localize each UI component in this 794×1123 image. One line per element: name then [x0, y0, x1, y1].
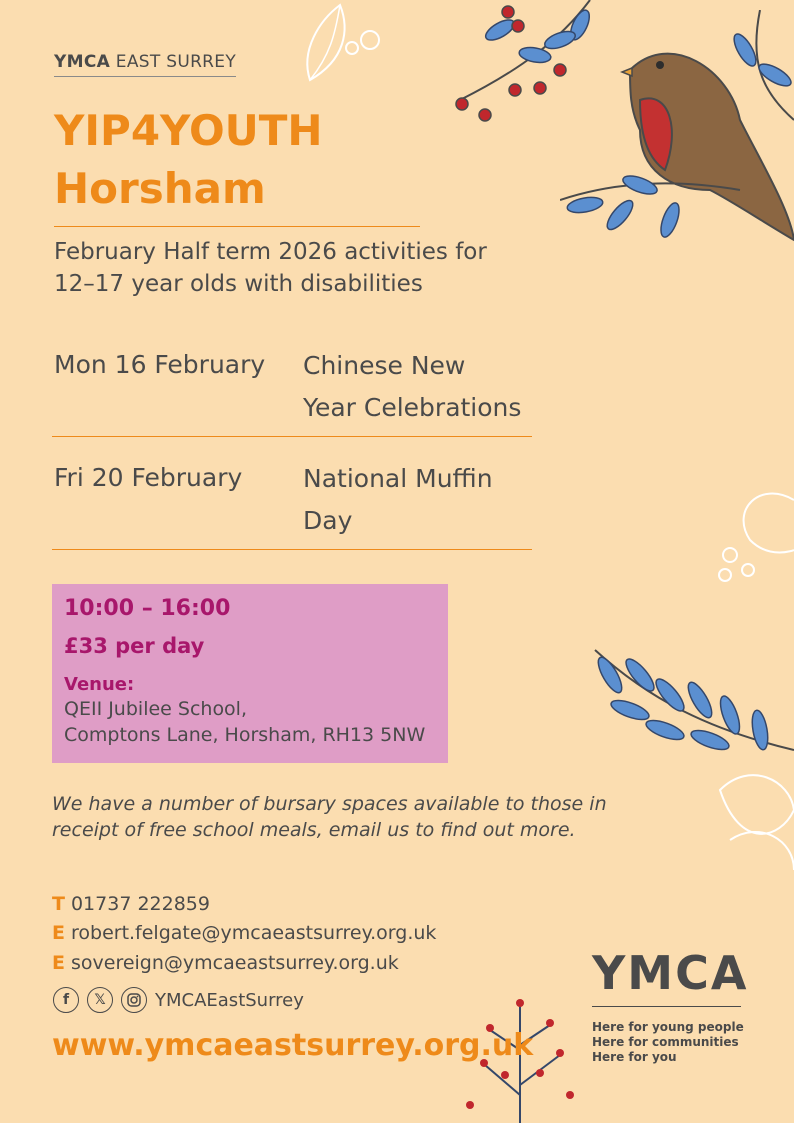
bursary-line1: We have a number of bursary spaces available to those in — [52, 793, 607, 815]
schedule-date: Fri 20 February — [54, 463, 243, 492]
org-name-bold: YMCA — [54, 52, 111, 72]
subtitle — [54, 236, 534, 300]
logo-tagline: Here for young people — [592, 1020, 744, 1034]
social-handle[interactable]: YMCAEastSurrey — [155, 990, 304, 1011]
page-title-line1: YIP4YOUTH — [54, 106, 323, 155]
venue-address-line1: QEII Jubilee School, — [64, 698, 248, 720]
schedule-event-line2: Day — [303, 506, 353, 535]
white-floral-middle-icon — [710, 480, 794, 600]
ymca-logo: YMCA — [592, 946, 749, 1000]
schedule-event-line2: Year Celebrations — [303, 393, 522, 422]
schedule-event-line1: National Muffin — [303, 464, 493, 493]
schedule-event — [303, 458, 543, 542]
robin-bird-icon — [560, 10, 794, 250]
info-box — [52, 584, 448, 763]
session-time: 10:00 – 16:00 — [64, 596, 231, 621]
x-icon[interactable]: 𝕏 — [87, 987, 113, 1013]
org-name — [54, 52, 236, 77]
schedule-divider — [52, 436, 532, 437]
bursary-note — [52, 791, 632, 843]
page-title-line2: Horsham — [54, 164, 266, 213]
contact-email — [52, 952, 399, 974]
subtitle-line1: February Half term 2026 activities for — [54, 239, 487, 265]
subtitle-line2: 12–17 year olds with disabilities — [54, 271, 423, 297]
email-link[interactable]: robert.felgate@ymcaeastsurrey.org.uk — [70, 922, 437, 944]
facebook-icon[interactable]: f — [53, 987, 79, 1013]
session-price: £33 per day — [64, 634, 205, 658]
venue-address-line2: Comptons Lane, Horsham, RH13 5NW — [64, 724, 426, 746]
schedule-divider — [52, 549, 532, 550]
org-name-rest: EAST SURREY — [115, 52, 237, 72]
bursary-line2: receipt of free school meals, email us to find out more. — [52, 819, 576, 841]
venue-label: Venue: — [64, 674, 135, 695]
logo-tagline: Here for communities — [592, 1035, 739, 1049]
email-key: E — [52, 922, 65, 944]
logo-divider — [592, 1006, 741, 1007]
phone-number[interactable]: 01737 222859 — [70, 893, 210, 915]
white-floral-top-icon — [290, 0, 400, 90]
email-key: E — [52, 952, 65, 974]
contact-email — [52, 922, 436, 944]
title-divider — [54, 226, 420, 227]
email-link[interactable]: sovereign@ymcaeastsurrey.org.uk — [70, 952, 399, 974]
phone-key: T — [52, 893, 65, 915]
instagram-icon[interactable] — [121, 987, 147, 1013]
logo-tagline: Here for you — [592, 1050, 677, 1064]
contact-phone — [52, 893, 210, 915]
schedule-date: Mon 16 February — [54, 350, 266, 379]
website-link[interactable]: www.ymcaeastsurrey.org.uk — [52, 1028, 534, 1063]
blue-leaf-branch-icon — [590, 640, 794, 880]
schedule-event-line1: Chinese New — [303, 351, 466, 380]
schedule-event — [303, 345, 543, 429]
